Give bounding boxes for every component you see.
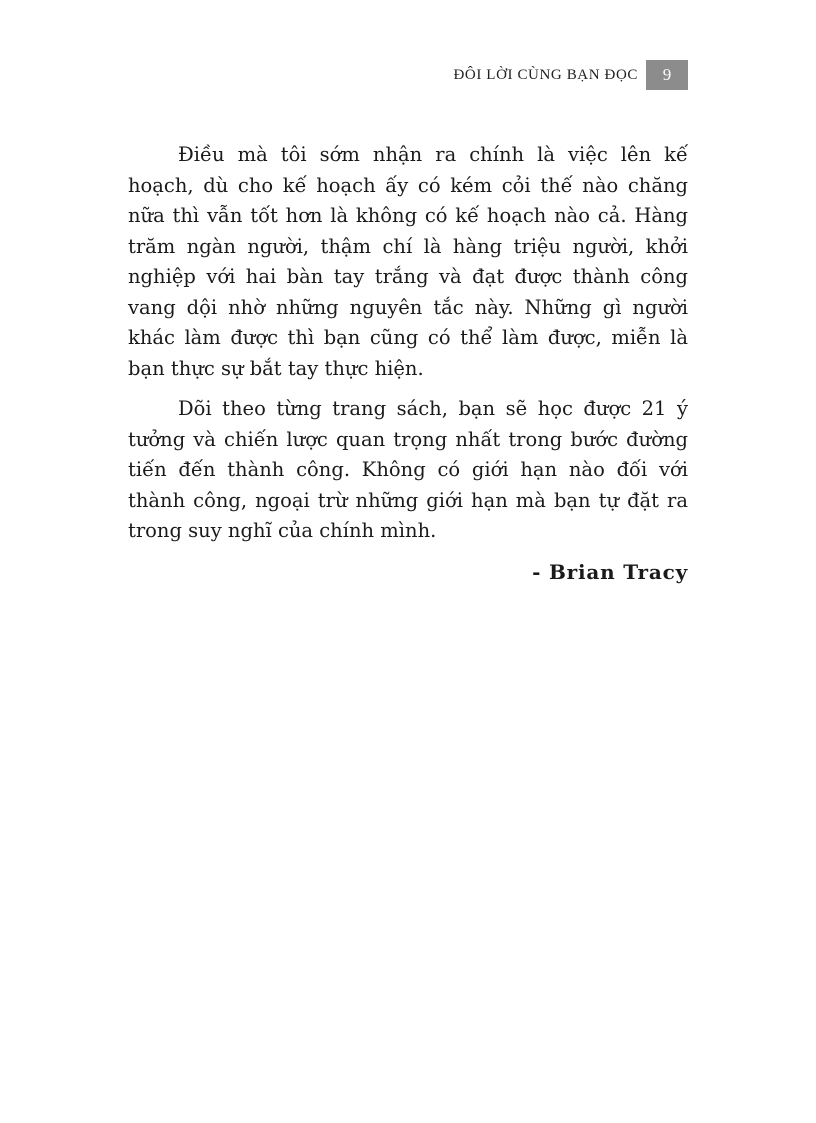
- body-text: [128, 140, 688, 587]
- page-number: 9: [646, 60, 688, 90]
- paragraph: Dõi theo từng trang sách, bạn sẽ học được 21 ý tưởng và chiến lược quan trọng nhất trong bước đường tiến đến thành công. Không có giới hạn nào đối với thành công, ngoại trừ những giới hạn mà bạn tự đặt ra trong suy nghĩ của chính mình.: [128, 397, 688, 542]
- running-header: [454, 60, 689, 90]
- paragraph: Điều mà tôi sớm nhận ra chính là việc lên kế hoạch, dù cho kế hoạch ấy có kém cỏi thế nào chăng nữa thì vẫn tốt hơn là không có kế hoạch nào cả. Hàng trăm ngàn người, thậm chí là hàng triệu người, khởi nghiệp với hai bàn tay trắng và đạt được thành công vang dội nhờ những nguyên tắc này. Những gì người khác làm được thì bạn cũng có thể làm được, miễn là bạn thực sự bắt tay thực hiện.: [128, 143, 688, 380]
- header-title: ĐÔI LỜI CÙNG BẠN ĐỌC: [453, 66, 638, 83]
- author-signature: - Brian Tracy: [532, 559, 688, 584]
